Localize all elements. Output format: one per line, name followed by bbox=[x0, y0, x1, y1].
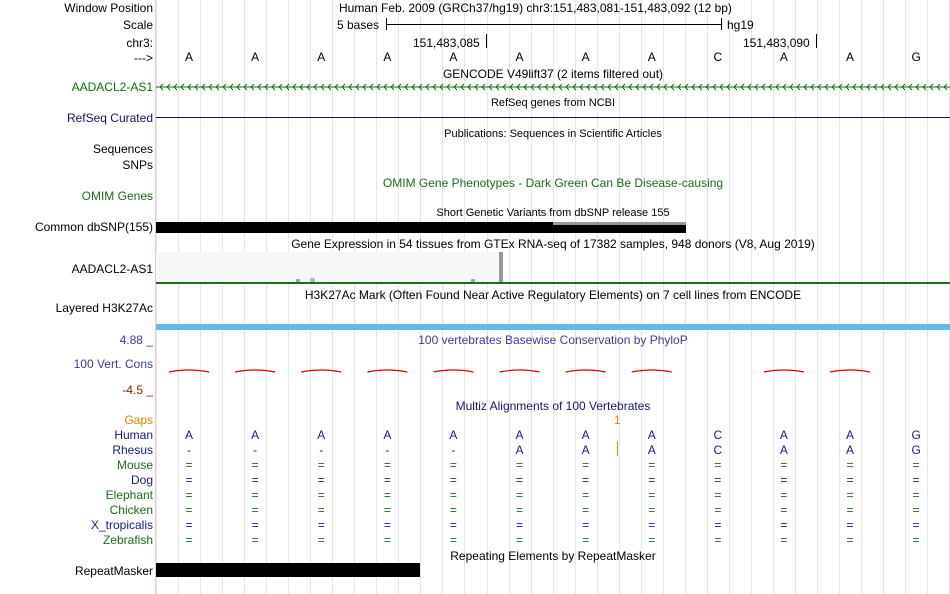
alignment-base: = bbox=[251, 458, 259, 472]
alignment-base: G bbox=[911, 428, 921, 442]
species-label[interactable]: Zebrafish bbox=[102, 533, 153, 547]
gtex-label[interactable]: AADACL2-AS1 bbox=[71, 262, 153, 276]
sequence-base: A bbox=[383, 50, 392, 64]
scale-label: Scale bbox=[122, 18, 153, 32]
window-position-label: Window Position bbox=[64, 1, 153, 15]
alignment-base: = bbox=[714, 533, 722, 547]
gencode-gene-feature[interactable] bbox=[156, 82, 950, 92]
refseq-track-title[interactable]: RefSeq genes from NCBI bbox=[490, 97, 616, 109]
alignment-base: = bbox=[317, 488, 325, 502]
sequence-base: A bbox=[581, 50, 590, 64]
alignment-base: = bbox=[648, 533, 656, 547]
phylop-score-mark bbox=[830, 370, 870, 372]
alignment-base: = bbox=[780, 533, 788, 547]
alignment-base: = bbox=[582, 473, 590, 487]
alignment-base: = bbox=[648, 473, 656, 487]
phylop-score-mark bbox=[632, 370, 672, 372]
alignment-base: = bbox=[648, 458, 656, 472]
alignment-base: = bbox=[383, 503, 391, 517]
refseq-label[interactable]: RefSeq Curated bbox=[66, 111, 153, 125]
alignment-base: A bbox=[383, 428, 392, 442]
alignment-base: = bbox=[714, 458, 722, 472]
position-right: 151,483,090 bbox=[743, 36, 810, 50]
alignment-base: = bbox=[582, 488, 590, 502]
alignment-base: = bbox=[780, 458, 788, 472]
alignment-base: = bbox=[185, 533, 193, 547]
chr-label: chr3: bbox=[126, 36, 153, 50]
h3k27ac-track-title[interactable]: H3K27Ac Mark (Often Found Near Active Regulatory Elements) on 7 cell lines from ENCODE bbox=[304, 288, 802, 302]
alignment-base: = bbox=[912, 533, 920, 547]
alignment-base: = bbox=[582, 503, 590, 517]
alignment-base: A bbox=[185, 428, 194, 442]
species-label[interactable]: Human bbox=[114, 428, 153, 442]
scale-bar bbox=[386, 24, 721, 25]
dbsnp-track-title[interactable]: Short Genetic Variants from dbSNP release 155 bbox=[436, 207, 670, 219]
alignment-base: = bbox=[714, 473, 722, 487]
alignment-base: = bbox=[251, 488, 259, 502]
phylop-score-mark bbox=[566, 370, 606, 372]
alignment-base: = bbox=[317, 518, 325, 532]
alignment-base: = bbox=[516, 533, 524, 547]
alignment-base: = bbox=[912, 503, 920, 517]
alignment-base: = bbox=[912, 488, 920, 502]
multiz-track-title[interactable]: Multiz Alignments of 100 Vertebrates bbox=[455, 399, 651, 413]
position-right-tick bbox=[816, 34, 817, 48]
alignment-base: = bbox=[516, 473, 524, 487]
alignment-base: A bbox=[647, 443, 656, 457]
alignment-base: A bbox=[581, 443, 590, 457]
alignment-base: A bbox=[515, 443, 524, 457]
alignment-base: A bbox=[647, 428, 656, 442]
alignment-base: = bbox=[383, 473, 391, 487]
gtex-baseline bbox=[156, 282, 950, 284]
scale-text: 5 bases bbox=[337, 18, 380, 32]
h3k27ac-signal[interactable] bbox=[156, 324, 950, 330]
alignment-base: - bbox=[253, 443, 258, 457]
dbsnp-label[interactable]: Common dbSNP(155) bbox=[34, 220, 153, 234]
gaps-label[interactable]: Gaps bbox=[124, 413, 153, 427]
sequence-base: A bbox=[251, 50, 260, 64]
alignment-base: = bbox=[317, 473, 325, 487]
alignment-base: G bbox=[911, 443, 921, 457]
alignment-base: = bbox=[383, 488, 391, 502]
gtex-track-title[interactable]: Gene Expression in 54 tissues from GTEx RNA-seq of 17382 samples, 948 donors (V8, Aug 2019) bbox=[291, 237, 815, 251]
snps-label[interactable]: SNPs bbox=[122, 158, 153, 172]
repeat-track-title[interactable]: Repeating Elements by RepeatMasker bbox=[450, 549, 656, 563]
alignment-base: = bbox=[251, 518, 259, 532]
alignment-base: - bbox=[319, 443, 324, 457]
phylop-min-label: -4.5 _ bbox=[122, 383, 153, 397]
refseq-feature-line[interactable] bbox=[156, 117, 950, 118]
alignment-base: = bbox=[317, 503, 325, 517]
alignment-base: = bbox=[383, 518, 391, 532]
sequence-base: A bbox=[185, 50, 194, 64]
gencode-track-title[interactable]: GENCODE V49lift37 (2 items filtered out) bbox=[442, 67, 664, 81]
alignment-base: = bbox=[185, 488, 193, 502]
alignment-base: = bbox=[251, 473, 259, 487]
alignment-base: - bbox=[385, 443, 390, 457]
alignment-base: = bbox=[251, 533, 259, 547]
sequence-base: C bbox=[713, 50, 723, 64]
gencode-gene-label[interactable]: AADACL2-AS1 bbox=[71, 80, 153, 94]
alignment-base: = bbox=[846, 503, 854, 517]
species-label[interactable]: Rhesus bbox=[112, 443, 153, 457]
alignment-base: = bbox=[516, 518, 524, 532]
omim-track-title[interactable]: OMIM Gene Phenotypes - Dark Green Can Be Disease-causing bbox=[382, 176, 724, 190]
alignment-base: = bbox=[516, 488, 524, 502]
alignment-base: = bbox=[383, 533, 391, 547]
phylop-score-mark bbox=[301, 370, 341, 372]
alignment-base: A bbox=[846, 443, 855, 457]
alignment-base: = bbox=[449, 518, 457, 532]
arrow-label: ---> bbox=[134, 51, 153, 65]
alignment-base: = bbox=[912, 458, 920, 472]
phylop-score-mark bbox=[764, 370, 804, 372]
sequence-base: G bbox=[911, 50, 921, 64]
gap-insertion-marker bbox=[617, 441, 618, 456]
alignment-base: = bbox=[582, 518, 590, 532]
alignment-base: = bbox=[780, 518, 788, 532]
phylop-score-mark bbox=[367, 370, 407, 372]
alignment-base: C bbox=[713, 443, 723, 457]
phylop-label[interactable]: 100 Vert. Cons bbox=[73, 357, 153, 371]
window-position-value: Human Feb. 2009 (GRCh37/hg19) chr3:151,483,081-151,483,092 (12 bp) bbox=[339, 1, 732, 15]
alignment-base: A bbox=[779, 443, 788, 457]
alignment-base: = bbox=[449, 503, 457, 517]
alignment-base: = bbox=[846, 473, 854, 487]
alignment-base: = bbox=[780, 473, 788, 487]
alignment-base: = bbox=[582, 533, 590, 547]
sequence-base: A bbox=[779, 50, 788, 64]
publications-track-title[interactable]: Publications: Sequences in Scientific Articles bbox=[444, 128, 662, 140]
alignment-base: = bbox=[317, 533, 325, 547]
gaps-count: 1 bbox=[614, 413, 621, 427]
species-label[interactable]: Dog bbox=[130, 473, 153, 487]
alignment-base: = bbox=[714, 503, 722, 517]
alignment-base: = bbox=[648, 503, 656, 517]
alignment-base: A bbox=[515, 428, 524, 442]
position-left-tick bbox=[486, 34, 487, 48]
alignment-base: = bbox=[185, 458, 193, 472]
omim-label[interactable]: OMIM Genes bbox=[81, 189, 153, 203]
alignment-base: C bbox=[713, 428, 723, 442]
alignment-base: = bbox=[185, 518, 193, 532]
alignment-base: = bbox=[714, 488, 722, 502]
phylop-score-mark bbox=[235, 370, 275, 372]
species-label[interactable]: X_tropicalis bbox=[90, 518, 153, 532]
alignment-base: = bbox=[714, 518, 722, 532]
phylop-score-mark bbox=[169, 370, 209, 372]
alignment-base: = bbox=[846, 518, 854, 532]
gtex-graph-area bbox=[156, 252, 500, 282]
phylop-conservation-graph[interactable] bbox=[156, 360, 950, 384]
sequences-label[interactable]: Sequences bbox=[92, 142, 153, 156]
position-left: 151,483,085 bbox=[413, 36, 480, 50]
alignment-base: = bbox=[185, 473, 193, 487]
alignment-base: = bbox=[846, 458, 854, 472]
alignment-base: A bbox=[449, 428, 458, 442]
alignment-base: A bbox=[317, 428, 326, 442]
alignment-base: = bbox=[251, 503, 259, 517]
phylop-score-mark bbox=[433, 370, 473, 372]
sequence-base: A bbox=[317, 50, 326, 64]
alignment-base: - bbox=[187, 443, 192, 457]
alignment-base: = bbox=[846, 533, 854, 547]
alignment-base: = bbox=[912, 518, 920, 532]
phylop-score-mark bbox=[500, 370, 540, 372]
dbsnp-feature-shade bbox=[553, 222, 686, 225]
sequence-base: A bbox=[515, 50, 524, 64]
species-label[interactable]: Chicken bbox=[109, 503, 153, 517]
repeatmasker-element[interactable] bbox=[156, 563, 420, 577]
alignment-base: = bbox=[449, 473, 457, 487]
alignment-base: = bbox=[582, 458, 590, 472]
gtex-tissue-bar[interactable] bbox=[499, 252, 503, 282]
scale-db: hg19 bbox=[727, 18, 754, 32]
alignment-base: A bbox=[779, 428, 788, 442]
alignment-base: A bbox=[581, 428, 590, 442]
sequence-base: A bbox=[846, 50, 855, 64]
alignment-base: = bbox=[648, 488, 656, 502]
repeatmasker-label[interactable]: RepeatMasker bbox=[74, 564, 153, 578]
alignment-base: = bbox=[383, 458, 391, 472]
alignment-base: - bbox=[451, 443, 456, 457]
alignment-base: = bbox=[317, 458, 325, 472]
sequence-base: A bbox=[647, 50, 656, 64]
species-label[interactable]: Mouse bbox=[116, 458, 153, 472]
alignment-base: = bbox=[516, 458, 524, 472]
alignment-base: = bbox=[516, 503, 524, 517]
alignment-base: = bbox=[449, 488, 457, 502]
alignment-base: = bbox=[449, 458, 457, 472]
alignment-base: = bbox=[780, 503, 788, 517]
alignment-base: = bbox=[912, 473, 920, 487]
alignment-base: = bbox=[648, 518, 656, 532]
scale-bar-right-tick bbox=[721, 18, 722, 30]
phylop-track-title[interactable]: 100 vertebrates Basewise Conservation by PhyloP bbox=[418, 333, 688, 347]
sequence-base: A bbox=[449, 50, 458, 64]
phylop-max-label: 4.88 _ bbox=[119, 333, 153, 347]
alignment-base: = bbox=[846, 488, 854, 502]
h3k27ac-label[interactable]: Layered H3K27Ac bbox=[55, 301, 153, 315]
alignment-base: = bbox=[185, 503, 193, 517]
alignment-base: = bbox=[780, 488, 788, 502]
alignment-base: A bbox=[251, 428, 260, 442]
alignment-base: A bbox=[846, 428, 855, 442]
alignment-base: = bbox=[449, 533, 457, 547]
species-label[interactable]: Elephant bbox=[105, 488, 153, 502]
